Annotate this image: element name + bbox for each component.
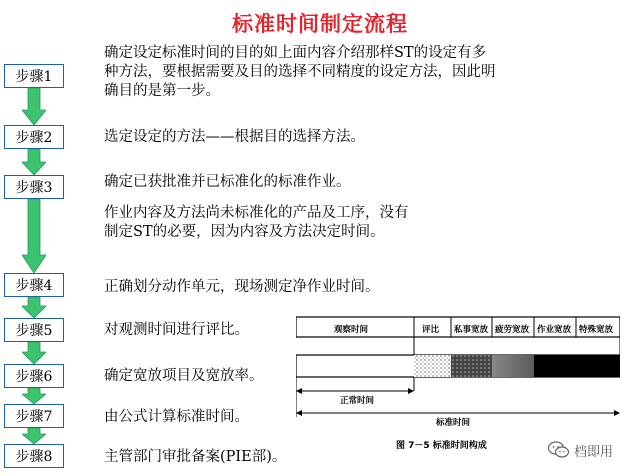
step-5-description: 对观测时间进行评比。 [104,322,249,338]
step-box-7: 步骤7 [4,404,64,428]
down-arrow-icon [22,428,46,444]
down-arrow-icon [22,199,46,273]
step-3-note-line-1: 作业内容及方法尚未标准化的产品及工序，没有 [104,205,409,221]
rating-segment [414,355,452,377]
step-box-6: 步骤6 [4,364,64,388]
personal-allowance-label: 私事宽放 [454,325,489,335]
step-4-description: 正确划分动作单元，现场测定净作业时间。 [104,279,380,295]
step-1-line-3: 确目的是第一步。 [104,83,220,99]
step-box-8: 步骤8 [4,444,64,468]
special-allowance-label: 特殊宽放 [579,325,614,335]
step-box-1: 步骤1 [4,64,64,88]
step-1-line-1: 确定设定标准时间的目的如上面内容介绍那样ST的设定有多 [104,45,487,61]
down-arrow-icon [22,342,46,364]
work-allowance-label: 作业宽放 [537,325,572,335]
step-box-4: 步骤4 [4,273,64,297]
step-box-5: 步骤5 [4,318,64,342]
fatigue-allowance-label: 疲劳宽放 [495,325,530,335]
down-arrow-icon [22,149,46,175]
step-1-description [104,44,496,101]
down-arrow-icon [22,388,46,404]
step-7-description: 由公式计算标准时间。 [104,409,249,425]
step-2-description: 选定设定的方法——根据目的选择方法。 [104,129,365,145]
personal-allowance-segment [451,355,493,377]
down-arrow-icon [22,88,46,125]
standard-time-label: 标准时间 [436,418,471,428]
step-3-note [104,204,409,242]
down-arrow-icon [22,297,46,318]
step-1-line-2: 种方法，要根据需要及目的选择不同精度的设定方法，因此明 [104,64,496,80]
rating-label: 评比 [422,325,440,335]
figure-caption: 图 7－5 标准时间构成 [396,441,487,451]
step-box-3: 步骤3 [4,175,64,199]
standard-time-figure [296,315,620,437]
wechat-icon [548,441,570,459]
watermark-text: 档即用 [574,444,614,460]
watermark [548,438,640,462]
step-8-description: 主管部门审批备案(PIE部)。 [104,449,287,465]
observed-time-label: 观察时间 [334,325,369,335]
normal-time-label: 正常时间 [340,396,375,406]
page-title: 标准时间制定流程 [232,11,408,36]
step-6-description: 确定宽放项目及宽放率。 [104,368,264,384]
step-box-2: 步骤2 [4,125,64,149]
step-3-note-line-2: 制定ST的必要，因为内容及方法决定时间。 [104,224,385,240]
step-3-description: 确定已获批准并已标准化的标准作业。 [104,174,351,190]
